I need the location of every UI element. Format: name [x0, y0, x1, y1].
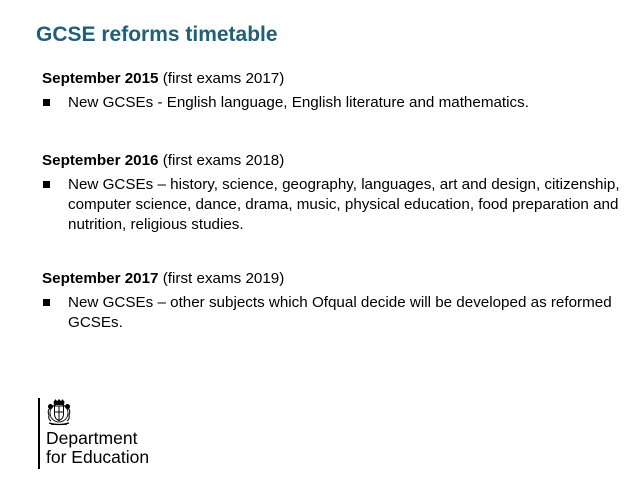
- section-note: (first exams 2019): [162, 270, 285, 287]
- bullet-text: New GCSEs – history, science, geography, languages, art and design, citizenship, computer science, dance, drama, music, physical education, food preparation and nutrition, religious studies.: [68, 176, 620, 233]
- timetable-section-2015: [42, 69, 632, 113]
- bullet-item: [42, 93, 632, 113]
- section-heading: [42, 69, 632, 89]
- section-date: September 2016: [42, 152, 159, 169]
- department-logo: [38, 398, 178, 472]
- section-note: (first exams 2018): [162, 152, 285, 169]
- logo-line-for-education: for Education: [46, 447, 150, 467]
- bullet-text: New GCSEs - English language, English literature and mathematics.: [68, 94, 529, 111]
- section-date: September 2017: [42, 270, 159, 287]
- bullet-item: [42, 175, 632, 235]
- logo-line-department: Department: [46, 428, 138, 448]
- royal-crest-icon: [46, 399, 72, 427]
- bullet-text: New GCSEs – other subjects which Ofqual decide will be developed as reformed GCSEs.: [68, 294, 612, 331]
- logo-wordmark: [46, 429, 149, 467]
- logo-divider: [38, 398, 40, 469]
- square-bullet-icon: [43, 181, 50, 188]
- section-heading: [42, 269, 632, 289]
- slide-title: GCSE reforms timetable: [36, 23, 278, 46]
- square-bullet-icon: [43, 299, 50, 306]
- bullet-item: [42, 293, 632, 333]
- square-bullet-icon: [43, 99, 50, 106]
- section-heading: [42, 151, 632, 171]
- timetable-section-2016: [42, 151, 632, 235]
- timetable-section-2017: [42, 269, 632, 333]
- section-date: September 2015: [42, 70, 159, 87]
- section-note: (first exams 2017): [162, 70, 285, 87]
